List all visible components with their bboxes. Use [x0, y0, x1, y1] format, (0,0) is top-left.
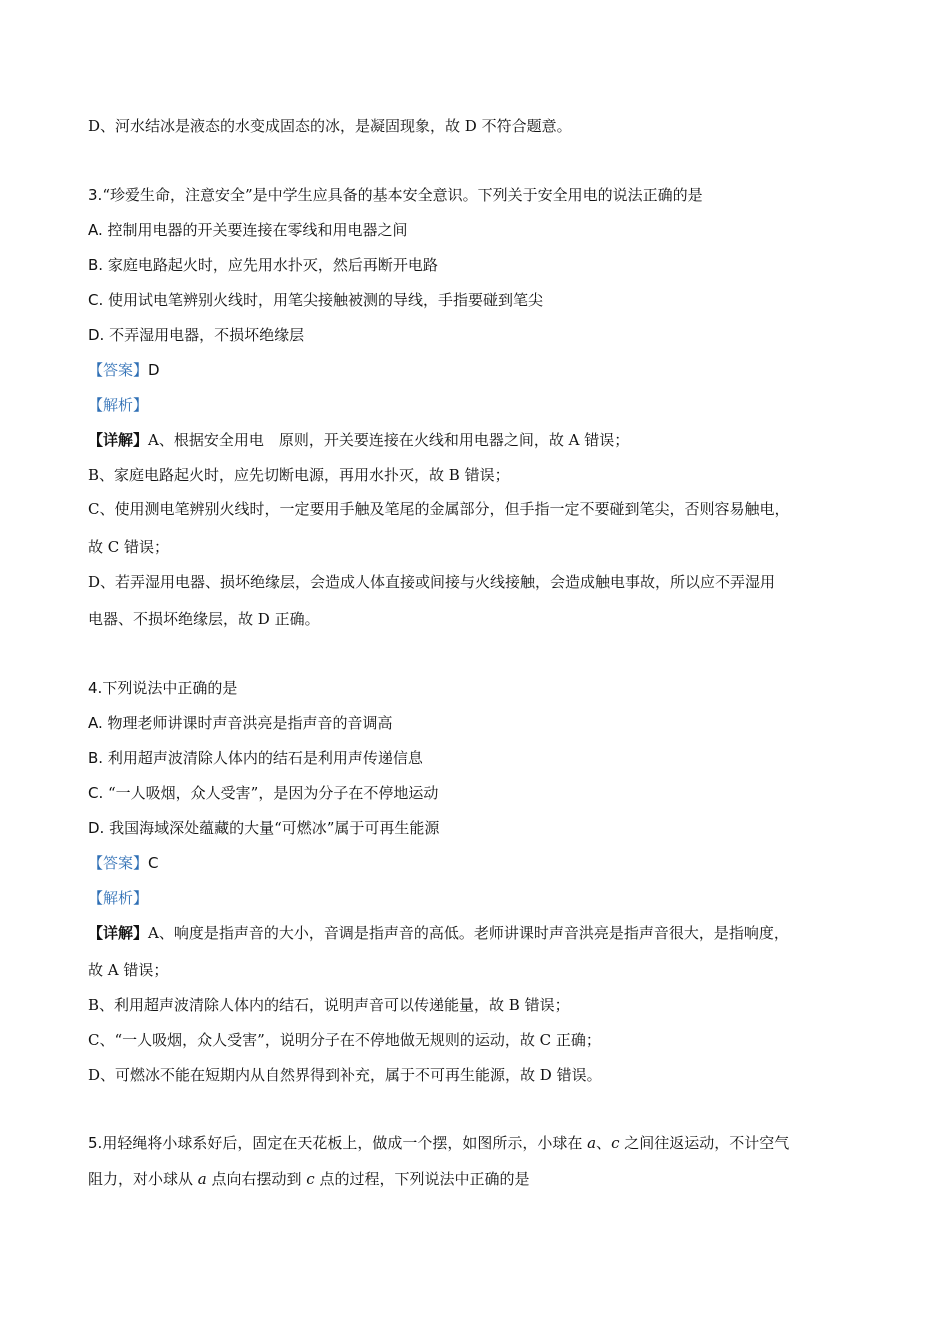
q3-option-c	[88, 290, 543, 310]
q4-detail-line-5: D、可燃冰不能在短期内从自然界得到补充，属于不可再生能源，故 D 错误。	[88, 1066, 602, 1084]
q3-detail-text-1: A、根据安全用电 原则，开关要连接在火线和用电器之间，故 A 错误；	[148, 431, 630, 449]
q3-detail-line-5: D、若弄湿用电器、损坏绝缘层，会造成人体直接或间接与火线接触，会造成触电事故，所以应不弄湿用	[88, 573, 776, 591]
q5-number: 5.	[88, 1134, 103, 1152]
q4-detail-text-1: A、响度是指声音的大小，音调是指声音的高低。老师讲课时声音洪亮是指声音很大，是指响度，	[148, 924, 789, 942]
q4-option-c-text: “一人吸烟，众人受害”，是因为分子在不停地运动	[103, 784, 439, 802]
q4-stem	[88, 678, 237, 698]
q3-option-b-text: 家庭电路起火时，应先用水扑灭，然后再断开电路	[103, 256, 438, 274]
q4-option-a-text: 物理老师讲课时声音洪亮是指声音的音调高	[102, 714, 393, 732]
q5-stem-text-1b: 之间往返运动，不计空气	[619, 1134, 790, 1152]
q3-option-c-label: C.	[88, 291, 104, 309]
q5-var-a-2: a	[197, 1170, 207, 1188]
q3-option-d-label: D.	[88, 326, 105, 344]
q4-answer-value: C	[148, 854, 159, 872]
q3-number: 3.	[88, 186, 103, 204]
q5-stem-text-2b: 点向右摆动到	[206, 1170, 307, 1188]
q4-option-a-label: A.	[88, 714, 103, 732]
q4-option-c-label: C.	[88, 784, 104, 802]
q3-option-a	[88, 220, 408, 240]
q3-option-b	[88, 255, 438, 275]
q3-option-a-label: A.	[88, 221, 103, 239]
prev-option-d-explanation: D、河水结冰是液态的水变成固态的冰，是凝固现象，故 D 不符合题意。	[88, 117, 572, 135]
q3-detail-line-6: 电器、不损坏绝缘层，故 D 正确。	[88, 610, 320, 628]
q5-stem-text-2a: 阻力，对小球从	[88, 1170, 198, 1188]
q4-option-b-label: B.	[88, 749, 104, 767]
q4-answer-tag: 【答案】	[88, 854, 149, 872]
q5-stem-text-2c: 点的过程，下列说法中正确的是	[314, 1170, 530, 1188]
q4-analysis-tag: 【解析】	[88, 889, 149, 907]
q3-option-a-text: 控制用电器的开关要连接在零线和用电器之间	[102, 221, 408, 239]
q3-detail-line-4: 故 C 错误；	[88, 538, 170, 556]
q3-analysis-tag: 【解析】	[88, 396, 149, 414]
q4-option-b-text: 利用超声波清除人体内的结石是利用声传递信息	[103, 749, 423, 767]
q4-detail-tag: 【详解】	[88, 924, 149, 942]
q5-var-a: a	[587, 1134, 597, 1152]
q3-detail-line-2: B、家庭电路起火时，应先切断电源，再用水扑灭，故 B 错误；	[88, 466, 510, 484]
q4-option-b	[88, 748, 423, 768]
q4-answer	[88, 853, 159, 873]
q4-stem-text: 下列说法中正确的是	[102, 679, 238, 697]
q3-stem-text: “珍爱生命，注意安全”是中学生应具备的基本安全意识。下列关于安全用电的说法正确的是	[102, 186, 703, 204]
q4-number: 4.	[88, 679, 103, 697]
q4-option-c	[88, 783, 438, 803]
q4-detail-line-3: B、利用超声波清除人体内的结石，说明声音可以传递能量，故 B 错误；	[88, 996, 570, 1014]
q3-answer-value: D	[148, 361, 160, 379]
q3-detail-tag: 【详解】	[88, 431, 149, 449]
q4-option-d-text: 我国海域深处蕴藏的大量“可燃冰”属于可再生能源	[104, 819, 440, 837]
q5-stem-line-1	[88, 1133, 789, 1153]
q4-option-d-label: D.	[88, 819, 105, 837]
q3-answer-tag: 【答案】	[88, 361, 149, 379]
q5-separator: 、	[596, 1134, 612, 1152]
q4-detail-line-1	[88, 923, 789, 943]
q3-detail-line-1	[88, 430, 629, 450]
q3-answer	[88, 360, 160, 380]
q4-detail-line-4: C、“一人吸烟，众人受害”，说明分子在不停地做无规则的运动，故 C 正确；	[88, 1031, 601, 1049]
q5-var-c-2: c	[306, 1170, 315, 1188]
q5-stem-line-2	[88, 1169, 529, 1189]
q3-detail-line-3: C、使用测电笔辨别火线时，一定要用手触及笔尾的金属部分，但手指一定不要碰到笔尖，否则容易触电，	[88, 500, 790, 518]
q3-option-d-text: 不弄湿用电器，不损坏绝缘层	[104, 326, 305, 344]
q4-detail-line-2: 故 A 错误；	[88, 961, 169, 979]
q4-option-d	[88, 818, 439, 838]
q4-option-a	[88, 713, 393, 733]
q3-option-c-text: 使用试电笔辨别火线时，用笔尖接触被测的导线，手指要碰到笔尖	[103, 291, 544, 309]
q3-stem	[88, 185, 703, 205]
q3-option-d	[88, 325, 304, 345]
q3-option-b-label: B.	[88, 256, 104, 274]
q5-stem-text-1a: 用轻绳将小球系好后，固定在天花板上，做成一个摆，如图所示，小球在	[102, 1134, 588, 1152]
q5-var-c: c	[611, 1134, 620, 1152]
